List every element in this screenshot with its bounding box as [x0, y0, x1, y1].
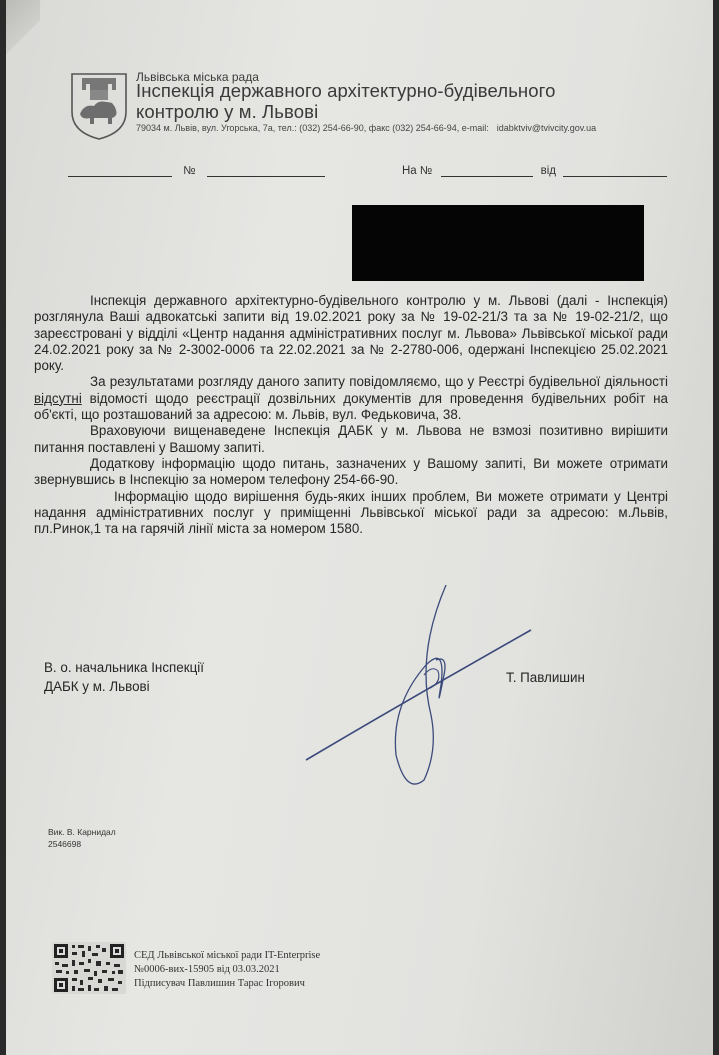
handwritten-signature: [296, 565, 536, 795]
organization-title: [136, 80, 555, 122]
absent-word: відсутні: [34, 390, 82, 406]
signatory-position: [44, 658, 204, 696]
address: 79034 м. Львів, вул. Угорська, 7а, тел.: (032) 254-66-90, факс (032) 254-66-94, e-mail:: [136, 123, 489, 133]
folded-corner: [6, 0, 40, 60]
position-line-1: В. о. начальника Інспекції: [44, 660, 204, 675]
sed-line-2: №0006-вих-15905 від 03.03.2021: [134, 964, 280, 975]
council-name: Львівська міська рада: [136, 70, 259, 84]
title-line-2: контролю у м. Львові: [136, 101, 319, 122]
email: idabktviv@tvivcity.gov.ua: [496, 123, 597, 133]
outgoing-date-blank: [68, 164, 172, 177]
sed-line-1: СЕД Львівської міської ради IT-Enterprise: [134, 950, 321, 961]
paragraph-3: Враховуючи вищенаведене Інспекція ДАБК у м. Львова не взмозі позитивно вирішити питання поставлені у Вашому запиті.: [34, 423, 668, 455]
electronic-registration-stamp: [134, 949, 320, 991]
qr-code-icon: [52, 942, 126, 994]
letter-body: [34, 293, 668, 537]
outgoing-reference: [68, 164, 325, 177]
redacted-addressee: [352, 205, 644, 281]
letter-page: [6, 0, 713, 1055]
outgoing-number-blank: [207, 164, 325, 177]
title-line-1: Інспекція державного архітектурно-будівельного: [136, 80, 556, 101]
incoming-reference: [402, 164, 667, 177]
incoming-number-blank: [441, 164, 533, 177]
paragraph-5: Інформацію щодо вирішення будь-яких інших проблем, Ви можете отримати у Центрі надання адміністративних послуг у приміщенні Львівської міської ради за адресою: м.Львів, пл.Ринок,1 та на гарячій лінії міста за номером 1580.: [34, 488, 668, 537]
lion-crest-icon: [68, 70, 130, 142]
executor-info: [48, 826, 116, 850]
contact-line: [136, 123, 596, 133]
incoming-date-blank: [563, 164, 667, 177]
position-line-2: ДАБК у м. Львові: [44, 679, 150, 694]
paragraph-1: Інспекція державного архітектурно-будівельного контролю у м. Львові (далі - Інспекція) розглянула Ваші адвокатські запити від 19.02.2021 року за № 19-02-21/3 та за № 19-02-21/2, що зареєстровані у відділі «Центр надання адміністративних послуг м. Львова» Львівської міської ради 24.02.2021 року за № 2-3002-0006 та 22.02.2021 за № 2-2780-006, одержані Інспекцією 25.02.2021 року.: [34, 293, 668, 374]
na-number-label: На №: [402, 165, 433, 177]
executor-phone: 2546698: [48, 839, 82, 849]
number-label: №: [183, 165, 196, 177]
executor-name: Вик. В. Карнидал: [48, 827, 116, 837]
paragraph-4: Додаткову інформацію щодо питань, зазначених у Вашому запиті, Ви можете отримати звернувшись в Інспекцію за номером телефону 254-66-90.: [34, 455, 668, 488]
paragraph-2: За результатами розгляду даного запиту повідомляємо, що у Реєстрі будівельної діяльності відсутні відомості щодо реєстрації дозвільних документів для проведення будівельних робіт на об'єкті, що розташований за адресою: м. Львів, вул. Федьковича, 38.: [34, 374, 668, 423]
date-label: від: [540, 165, 557, 177]
signatory-name: Т. Павлишин: [506, 670, 585, 685]
sed-line-3: Підписувач Павлишин Тарас Ігорович: [134, 978, 305, 989]
